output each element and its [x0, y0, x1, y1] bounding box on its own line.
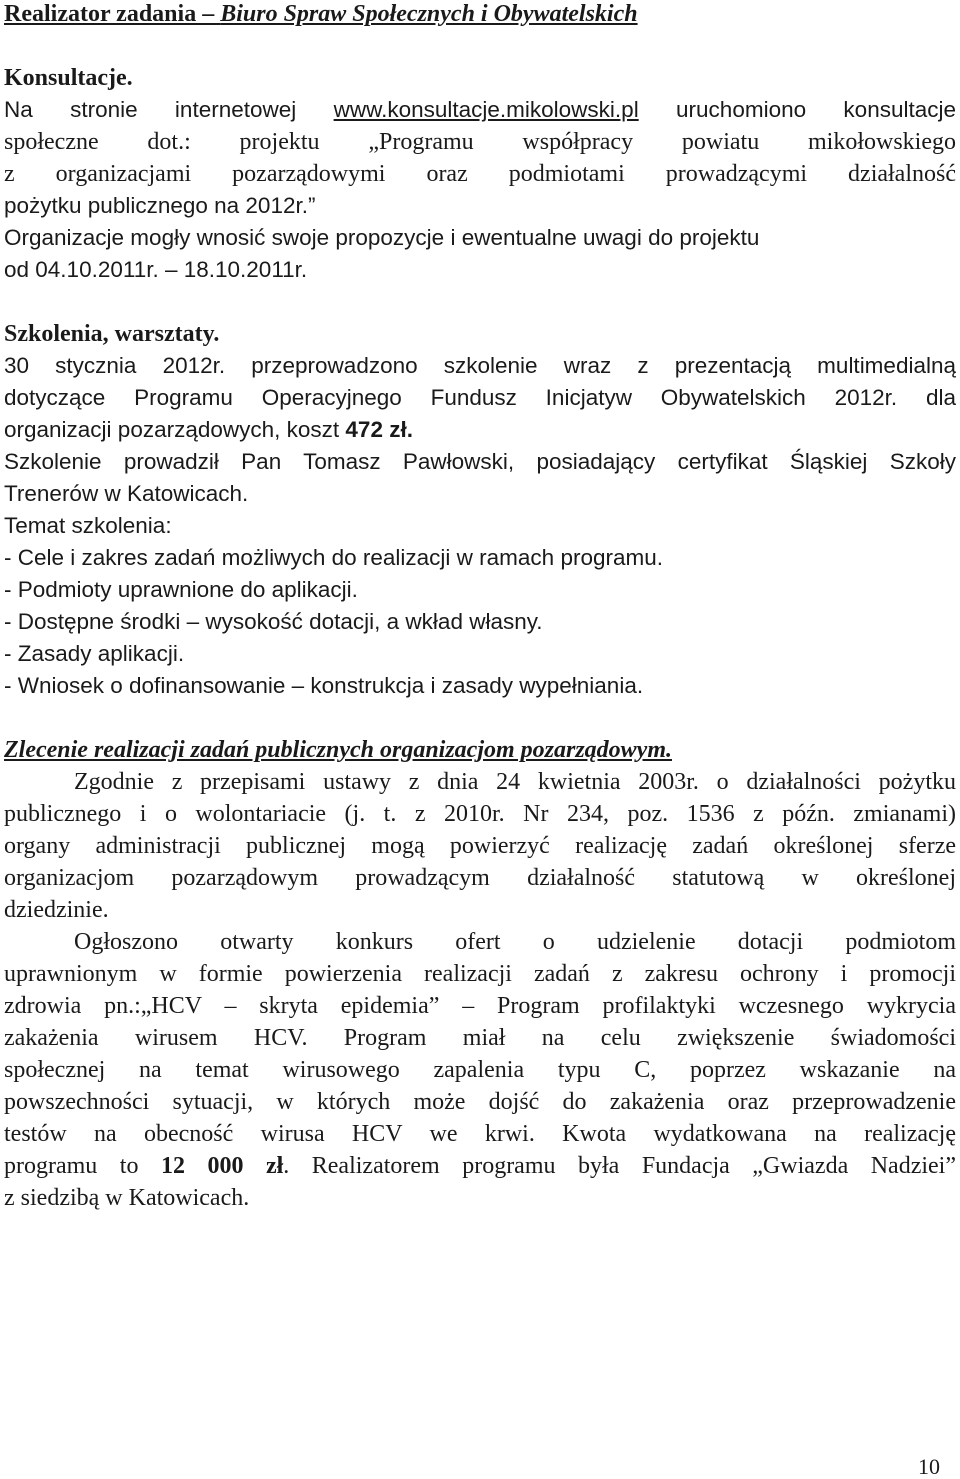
- program-amount: 12 000 zł: [160, 1153, 284, 1179]
- topic-item: - Zasady aplikacji.: [4, 641, 185, 666]
- header-prefix: Realizator zadania –: [4, 1, 221, 27]
- konsultacje-line-2: społeczne dot.: projektu „Programu współpracy powiatu mikołowskiego: [4, 129, 956, 155]
- zlecenie-heading: Zlecenie realizacji zadań publicznych organizacjom pozarządowym.: [4, 737, 673, 763]
- unit-header: [4, 0, 956, 30]
- zlecenie-text: . Realizatorem programu była Fundacja „Gwiazda Nadziei”: [283, 1153, 956, 1179]
- szkolenia-line-3: [4, 414, 956, 446]
- zlecenie-p1-line: dziedzinie.: [4, 897, 109, 923]
- zlecenie-p2-line: zakażenia wirusem HCV. Program miał na celu zwiększenie świadomości: [4, 1025, 956, 1051]
- zlecenie-p2-line: uprawnionym w formie powierzenia realizacji zadań z zakresu ochrony i promocji: [4, 961, 956, 987]
- header-unit-name: Biuro Spraw Społecznych i Obywatelskich: [220, 1, 638, 27]
- zlecenie-p2-line: powszechności sytuacji, w których może dojść do zakażenia oraz przeprowadzenie: [4, 1089, 956, 1115]
- training-cost: 472 zł.: [345, 417, 413, 442]
- zlecenie-p2-line: społecznej na temat wirusowego zapalenia typu C, poprzez wskazanie na: [4, 1057, 956, 1083]
- topic-item: - Cele i zakres zadań możliwych do realizacji w ramach programu.: [4, 545, 663, 570]
- konsultacje-line-3: z organizacjami pozarządowymi oraz podmiotami prowadzącymi działalność: [4, 161, 956, 187]
- konsultacje-heading: Konsultacje.: [4, 65, 133, 91]
- zlecenie-p1-line: organizacjom pozarządowym prowadzącym działalność statutową w określonej: [4, 865, 956, 891]
- zlecenie-p2-line: z siedzibą w Katowicach.: [4, 1185, 250, 1211]
- zlecenie-p1-line: Zgodnie z przepisami ustawy z dnia 24 kwietnia 2003r. o działalności pożytku: [74, 769, 956, 795]
- szkolenia-line-4: Szkolenie prowadził Pan Tomasz Pawłowski, posiadający certyfikat Śląskiej Szkoły: [4, 449, 956, 474]
- zlecenie-p2-line: [4, 1150, 956, 1182]
- zlecenie-p1-line: organy administracji publicznej mogą powierzyć realizację zadań określonej sferze: [4, 833, 956, 859]
- szkolenia-line-1: 30 stycznia 2012r. przeprowadzono szkolenie wraz z prezentacją multimedialną: [4, 353, 956, 378]
- szkolenia-line-2: dotyczące Programu Operacyjnego Fundusz Inicjatyw Obywatelskich 2012r. dla: [4, 385, 956, 410]
- zlecenie-p2-line: zdrowia pn.:„HCV – skryta epidemia” – Program profilaktyki wczesnego wykrycia: [4, 993, 956, 1019]
- topic-label: Temat szkolenia:: [4, 513, 172, 538]
- zlecenie-p1-line: publicznego i o wolontariacie (j. t. z 2010r. Nr 234, poz. 1536 z późn. zmianami): [4, 801, 956, 827]
- konsultacje-line-5: Organizacje mogły wnosić swoje propozycje i ewentualne uwagi do projektu: [4, 225, 760, 250]
- szkolenia-text: organizacji pozarządowych, koszt: [4, 417, 346, 442]
- topic-item: - Podmioty uprawnione do aplikacji.: [4, 577, 358, 602]
- konsultacje-line-1: [4, 94, 956, 126]
- konsultacje-line-6: od 04.10.2011r. – 18.10.2011r.: [4, 257, 308, 282]
- konsultacje-line-4: pożytku publicznego na 2012r.”: [4, 193, 316, 218]
- szkolenia-line-5: Trenerów w Katowicach.: [4, 481, 249, 506]
- topic-item: - Dostępne środki – wysokość dotacji, a wkład własny.: [4, 609, 543, 634]
- zlecenie-text: programu to: [4, 1153, 161, 1179]
- topic-item: - Wniosek o dofinansowanie – konstrukcja i zasady wypełniania.: [4, 673, 644, 698]
- konsultacje-text: Na stronie internetowej: [4, 97, 297, 122]
- konsultacje-link[interactable]: www.konsultacje.mikolowski.pl: [333, 97, 639, 122]
- zlecenie-p2-line: Ogłoszono otwarty konkurs ofert o udzielenie dotacji podmiotom: [74, 929, 956, 955]
- page-number: 10: [918, 1454, 940, 1479]
- szkolenia-heading: Szkolenia, warsztaty.: [4, 321, 220, 347]
- konsultacje-text: uruchomiono konsultacje: [676, 97, 956, 122]
- zlecenie-p2-line: testów na obecność wirusa HCV we krwi. Kwota wydatkowana na realizację: [4, 1121, 956, 1147]
